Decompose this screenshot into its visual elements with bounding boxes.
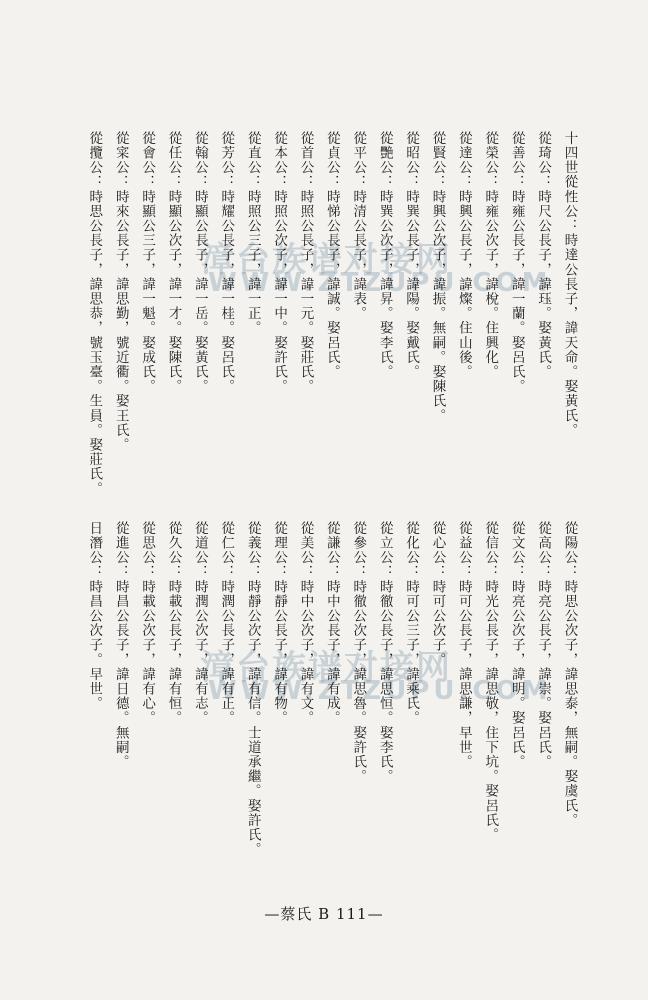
- genealogy-entry: 從本公：時照公次子，諱一中。娶許氏。: [271, 131, 288, 394]
- genealogy-entry: 從直公：時照公三子，諱一正。: [244, 131, 261, 336]
- genealogy-entry: 從任公：時顯公次子，諱一才。娶陳氏。: [165, 131, 182, 394]
- watermark-text: 漳台族谱对接网: [200, 240, 452, 280]
- genealogy-entry: 從美公：時中公次子，諱有文。: [297, 521, 314, 726]
- genealogy-entry: 從謙公：時中公長子，諱有成。: [323, 521, 340, 726]
- genealogy-entry: 從艷公：時巽公次子，諱昇。娶李氏。: [376, 131, 393, 380]
- genealogy-entry: 從心公：時可公次子。: [429, 521, 446, 667]
- genealogy-entry: 從化公：時可公三子，諱乘氏。: [403, 521, 420, 726]
- genealogy-entry: 從琦公：時尺公長子，諱珏。娶黃氏。: [535, 131, 552, 380]
- genealogy-entry: 從參公：時徹公次子，諱思魯。娶許氏。: [350, 521, 367, 784]
- genealogy-entry: 從平公：時清公長子，諱表。: [350, 131, 367, 321]
- genealogy-entry: 從昭公：時巽公長子，諱陽。娶戴氏。: [403, 131, 420, 380]
- genealogy-entry: 從會公：時顯公三子，諱一魁。娶成氏。: [139, 131, 156, 394]
- genealogy-entry: 從益公：時可公長子，諱思謙，早世。: [455, 521, 472, 770]
- watermark-text: 漳台族谱对接网: [200, 648, 452, 688]
- genealogy-entry: 從理公：時靜公長子，諱有物。: [271, 521, 288, 726]
- watermark-url: WWW.ZTZUPU.COM: [208, 676, 552, 706]
- genealogy-entry: 從芳公：時耀公長子，諱一桂。娶呂氏。: [218, 131, 235, 394]
- genealogy-entry: 從思公：時載公次子，諱有心。: [139, 521, 156, 726]
- genealogy-entry: 日潛公：時昌公次子。早世。: [86, 521, 103, 711]
- genealogy-entry: 從貞公：時悌公長子，諱誠。娶呂氏。: [323, 131, 340, 380]
- genealogy-entry: 從文公：時亮公次子，諱明。娶呂氏。: [508, 521, 525, 770]
- genealogy-entry: 從善公：時雍公長子，諱一蘭。娶呂氏。: [508, 131, 525, 394]
- genealogy-entry: 十四世從性公：時達公長子，諱天命。娶黃氏。: [561, 131, 578, 438]
- genealogy-entry: 從榮公：時雍公次子，諱梲。住興化。: [482, 131, 499, 380]
- genealogy-entry: 從首公：時照公長子，諱一元。娶莊氏。: [297, 131, 314, 394]
- genealogy-entry: 從翰公：時顯公長子，諱一岳。娶黃氏。: [191, 131, 208, 394]
- genealogy-entry: 從信公：時光公長子，諱思敬，住下坑。娶呂氏。: [482, 521, 499, 843]
- watermark-url: WWW.ZTZUPU.COM: [208, 268, 552, 298]
- genealogy-entry: 從久公：時載公長子，諱有恒。: [165, 521, 182, 726]
- genealogy-entry: 從賢公：時興公次子，諱振。無嗣。娶陳氏。: [429, 131, 446, 423]
- genealogy-entry: 從立公：時徹公長子，諱思恒。娶李氏。: [376, 521, 393, 784]
- genealogy-entry: 從道公：時潤公次子，諱有志。: [191, 521, 208, 726]
- genealogy-entry: 從攬公：時思公長子，諱思恭，號玉臺。生員。娶莊氏。: [86, 131, 103, 496]
- genealogy-entry: 從陽公：時思公次子，諱思泰，無嗣。娶虞氏。: [561, 521, 578, 828]
- genealogy-entry: 從義公：時靜公次子，諱有信。士道承繼。娶許氏。: [244, 521, 261, 857]
- genealogy-entry: 從寀公：時來公長子，諱思勤，號近衢。娶王氏。: [112, 131, 129, 453]
- genealogy-entry: 從高公：時亮公長子，諱崇。娶呂氏。: [535, 521, 552, 770]
- genealogy-entry: 從仁公：時潤公長子，諱有正。: [218, 521, 235, 726]
- page-footer: —蔡氏 B 111—: [264, 905, 384, 923]
- genealogy-entry: 從達公：時興公長子，諱燦。住山後。: [455, 131, 472, 380]
- genealogy-entry: 從進公：時昌公長子，諱日德。無嗣。: [112, 521, 129, 770]
